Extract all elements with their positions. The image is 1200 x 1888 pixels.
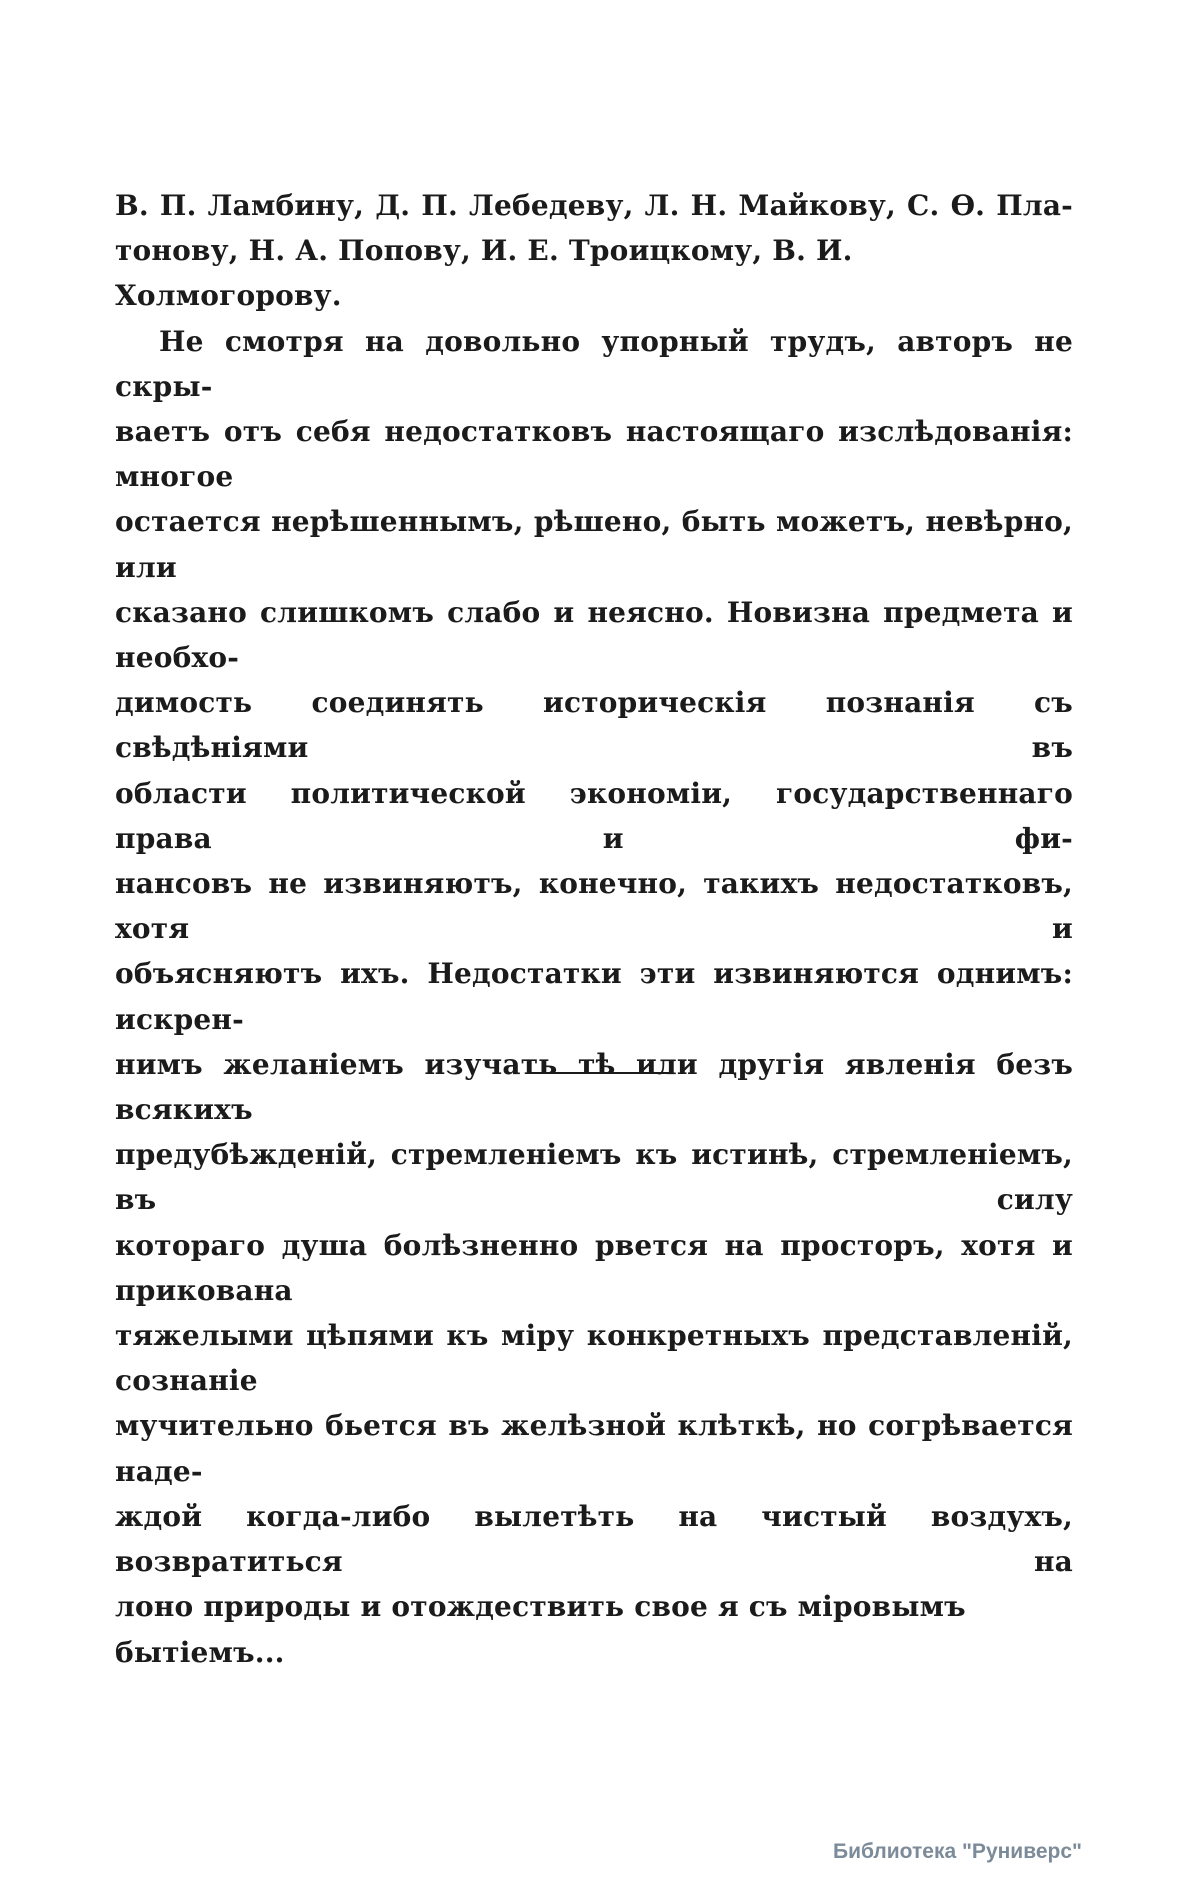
text-line: димость соединять историческія познанія съ свѣдѣніями въ: [115, 686, 1073, 765]
text-line: остается нерѣшеннымъ, рѣшено, быть можетъ, невѣрно, или: [115, 505, 1073, 584]
text-line: сказано слишкомъ слабо и неясно. Новизна предмета и необхо-: [115, 595, 1073, 675]
text-line: нансовъ не извиняютъ, конечно, такихъ недостатковъ, хотя и: [115, 867, 1073, 946]
text-line: ваетъ отъ себя недостатковъ настоящаго изслѣдованія: многое: [115, 415, 1073, 494]
text-line: тонову, Н. А. Попову, И. Е. Троицкому, В. И. Холмогорову.: [115, 234, 853, 313]
text-line-paragraph-start: Не смотря на довольно упорный трудъ, авторъ не скры-: [115, 324, 1073, 403]
text-line: объясняютъ ихъ. Недостатки эти извиняются однимъ: искрен-: [115, 957, 1073, 1036]
library-watermark: Библиотека "Руниверс": [832, 1840, 1082, 1863]
section-divider-rule: [529, 1072, 671, 1074]
text-line: лоно природы и отождествить свое я съ міровымъ бытіемъ...: [115, 1590, 966, 1669]
text-line: предубѣжденій, стремленіемъ къ истинѣ, стремленіемъ, въ силу: [115, 1138, 1073, 1217]
text-line: нимъ желаніемъ изучать тѣ или другія явленія безъ всякихъ: [115, 1047, 1073, 1127]
text-line: В. П. Ламбину, Д. П. Лебедеву, Л. Н. Майкову, С. Ѳ. Пла-: [115, 189, 1073, 222]
text-line: области политической экономіи, государственнаго права и фи-: [115, 776, 1073, 855]
text-line: тяжелыми цѣпями къ міру конкретныхъ представленій, сознаніе: [115, 1319, 1073, 1398]
text-line: ждой когда-либо вылетѣть на чистый воздухъ, возвратиться на: [115, 1499, 1073, 1579]
body-text-block: [115, 183, 1073, 1675]
text-line: котораго душа болѣзненно рвется на просторъ, хотя и прикована: [115, 1228, 1073, 1307]
text-line: мучительно бьется въ желѣзной клѣткѣ, но согрѣвается наде-: [115, 1409, 1073, 1488]
